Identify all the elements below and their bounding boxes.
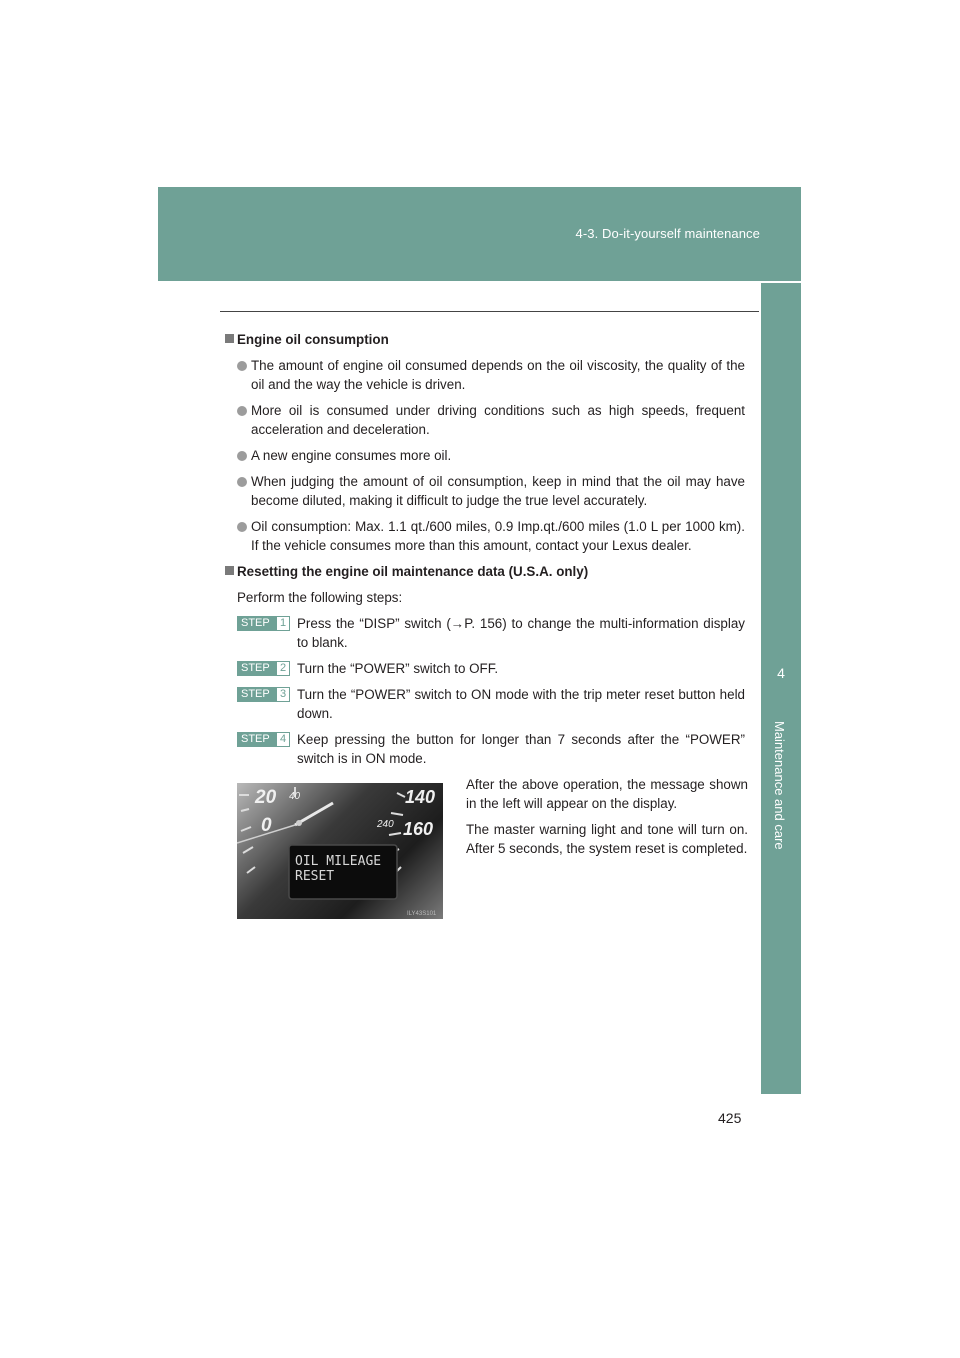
dial-label: 140 bbox=[405, 787, 436, 807]
round-bullet-icon bbox=[237, 406, 247, 416]
step-badge: STEP 1 bbox=[237, 616, 290, 631]
list-item: The amount of engine oil consumed depends on the oil viscosity, the quality of the oil and the way the vehicle is driven. bbox=[225, 356, 745, 394]
image-code: ILY43S101 bbox=[407, 911, 437, 917]
square-bullet-icon bbox=[225, 334, 234, 343]
round-bullet-icon bbox=[237, 522, 247, 532]
page-content bbox=[225, 330, 748, 925]
list-item: Oil consumption: Max. 1.1 qt./600 miles, 0.9 Imp.qt./600 miles (1.0 L per 1000 km). If the vehicle consumes more than this amount, contact your Lexus dealer. bbox=[225, 517, 745, 555]
step-item: STEP 1 Press the “DISP” switch (→P. 156) to change the multi-information display to blank. bbox=[225, 614, 745, 652]
figure-row bbox=[225, 775, 748, 925]
warning-light-text: The master warning light and tone will turn on. After 5 seconds, the system reset is completed. bbox=[466, 822, 748, 856]
chapter-label: Maintenance and care bbox=[772, 721, 787, 850]
dial-label: 40 bbox=[289, 791, 301, 802]
step-item: STEP 2 Turn the “POWER” switch to OFF. bbox=[225, 659, 745, 678]
dial-label: 0 bbox=[261, 815, 272, 836]
chapter-number: 4 bbox=[777, 665, 785, 681]
step-badge: STEP 4 bbox=[237, 732, 290, 747]
step-badge: STEP 3 bbox=[237, 687, 290, 702]
oil-consumption-heading: Engine oil consumption bbox=[225, 330, 745, 349]
step-badge: STEP 2 bbox=[237, 661, 290, 676]
list-item: A new engine consumes more oil. bbox=[225, 446, 745, 465]
dial-label: 160 bbox=[403, 819, 434, 839]
display-line-2: RESET bbox=[295, 869, 335, 884]
instrument-cluster-image bbox=[237, 783, 443, 919]
list-item: When judging the amount of oil consumption, keep in mind that the oil may have become diluted, making it difficult to judge the true level accurately. bbox=[225, 472, 745, 510]
step-item: STEP 3 Turn the “POWER” switch to ON mode with the trip meter reset button held down. bbox=[225, 685, 745, 723]
dial-label: 240 bbox=[377, 819, 394, 830]
square-bullet-icon bbox=[225, 566, 234, 575]
round-bullet-icon bbox=[237, 451, 247, 461]
step-item: STEP 4 Keep pressing the button for longer than 7 seconds after the “POWER” switch is in ON mode. bbox=[225, 730, 745, 768]
figure-description bbox=[466, 775, 748, 865]
display-line-1: OIL MILEAGE bbox=[295, 854, 382, 869]
list-item: More oil is consumed under driving conditions such as high speeds, frequent acceleration and deceleration. bbox=[225, 401, 745, 439]
header-band bbox=[158, 187, 801, 281]
top-divider bbox=[220, 311, 759, 312]
dial-label: 20 bbox=[255, 787, 277, 808]
after-operation-text: After the above operation, the message shown in the left will appear on the display. bbox=[466, 777, 748, 811]
reset-heading: Resetting the engine oil maintenance data (U.S.A. only) bbox=[225, 562, 745, 581]
section-title: 4-3. Do-it-yourself maintenance bbox=[575, 226, 760, 241]
reset-intro: Perform the following steps: bbox=[237, 590, 403, 605]
chapter-side-tab bbox=[761, 283, 801, 1094]
round-bullet-icon bbox=[237, 477, 247, 487]
page-number: 425 bbox=[718, 1110, 742, 1126]
round-bullet-icon bbox=[237, 361, 247, 371]
